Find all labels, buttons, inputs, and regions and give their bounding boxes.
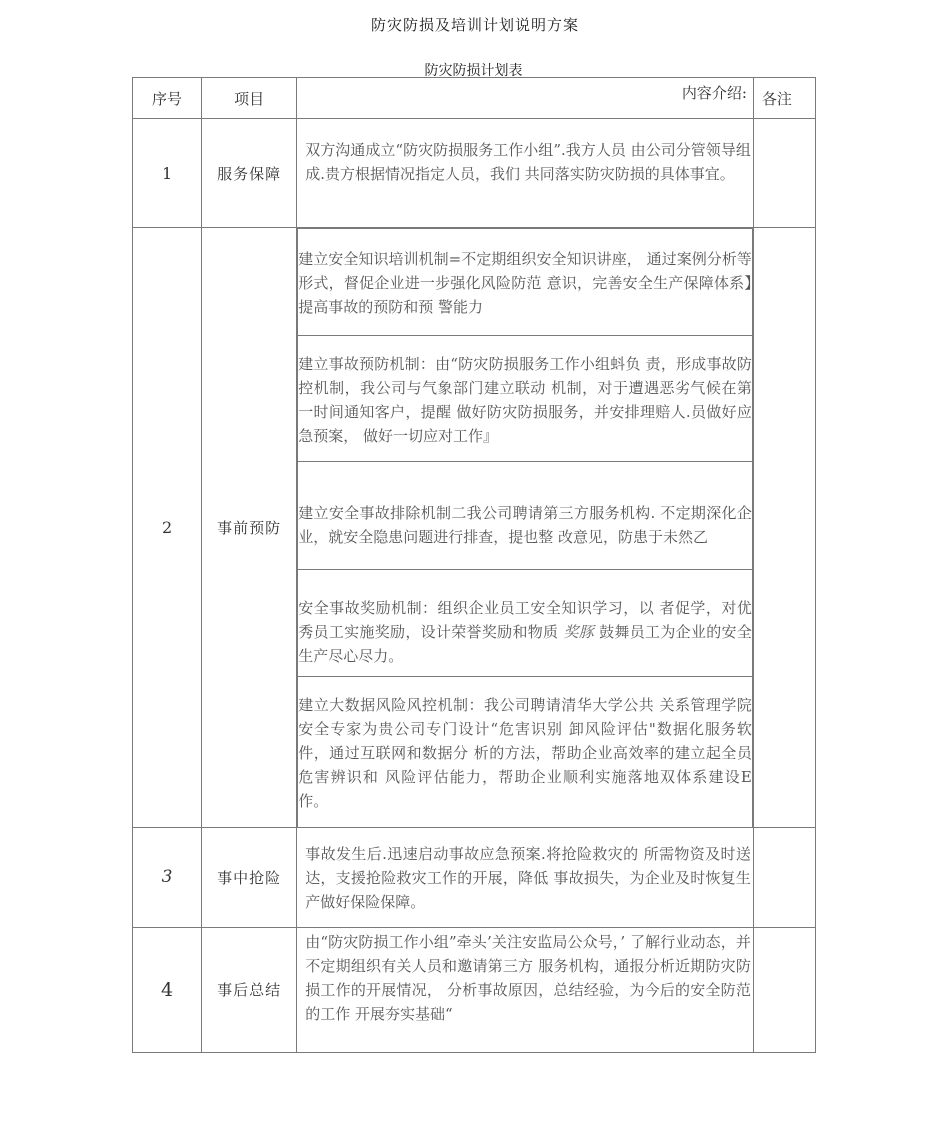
row-note (753, 927, 815, 1052)
table-row (133, 827, 816, 927)
row-content-text: 由“防灾防损工作小组”牵头’关注安监局公众号，’ 了解行业动态，并不定期组织有关人员和邀请第三方 服务机构，通报分析近期防灾防损工作的开展情况， 分析事故原因，总结经验，为今后的安全防范的工作 开展夯实基础“ (305, 932, 751, 1023)
header-item: 项目 (202, 78, 297, 119)
plan-table (132, 77, 816, 1053)
row-note (753, 119, 815, 228)
document-title: 防灾防损及培训计划说明方案 (370, 16, 579, 34)
row-content (297, 119, 754, 228)
header-note: 各注 (753, 78, 815, 119)
section-big-data: 建立大数据风险风控机制：我公司聘请清华大学公共 关系管理学院安全专家为贵公司专门设计“危害识别 卸风险评估"数据化服务软件，通过互联网和数据分 析的方法，帮助企业高效率的建立起全员危害辨识和 风险评估能力，帮助企业顺利实施落地双体系建设E 作。 (298, 677, 753, 827)
table-row (133, 228, 816, 828)
prevention-sections (297, 228, 753, 827)
row-note (753, 827, 815, 927)
section-reward: 安全事故奖励机制：组织企业员工安全知识学习，以 者促学，对优秀员工实施奖励，设计荣誉奖励和物质 奖豚 鼓舞员工为企业的安全生产尽心尽力。 (298, 570, 753, 677)
section-training: 建立安全知识培训机制=不定期组织安全知识讲座， 通过案例分析等形式，督促企业进一步强化风险防范 意识，完善安全生产保障体系】提高事故的预防和预 警能力 (298, 229, 753, 336)
row-num: 1 (133, 119, 202, 228)
header-content: 内容介绍: (297, 78, 754, 119)
section-accident-prevention: 建立事故预防机制：由“防灾防损服务工作小组蚪负 责，形成事故防控机制，我公司与气象部门建立联动 机制，对于遭遇恶劣气候在第一时间通知客户，提醒 做好防灾防损服务，并安排理赔人.员做好应急预案， 做好一切应对工作』 (298, 336, 753, 462)
row-num: 4 (133, 927, 202, 1052)
row-note (753, 228, 815, 828)
handwritten-word: 奖豚 (563, 623, 595, 641)
row-num: 2 (133, 228, 202, 828)
row-content-text: 事故发生后.迅速启动事故应急预案.将抢险救灾的 所需物资及时送达，支援抢险救灾工作的开展，降低 事故损失，为企业及时恢复生产做好保险保障。 (305, 844, 751, 911)
table-header-row (133, 78, 816, 119)
row-num: 3 (133, 827, 202, 927)
row-item: 事前预防 (202, 228, 297, 828)
row-content-text: 双方沟通成立“防灾防损服务工作小组”.我方人员 由公司分管领导组成.贵方根据情况指定人员，我们 共同落实防灾防损的具体事宜。 (305, 141, 751, 183)
table-row (133, 927, 816, 1052)
section-hazard-elimination: 建立安全事故排除机制二我公司聘请第三方服务机构. 不定期深化企业，就安全隐患问题进行排查，提也整 改意见，防患于未然乙 (298, 462, 753, 570)
row-content (297, 228, 754, 828)
row-item: 事中抢险 (202, 827, 297, 927)
header-num: 序号 (133, 78, 202, 119)
table-row (133, 119, 816, 228)
row-item: 事后总结 (202, 927, 297, 1052)
row-content (297, 827, 754, 927)
table-caption: 防灾防损计划表 (424, 63, 523, 79)
row-item: 服务保障 (202, 119, 297, 228)
row-content (297, 927, 754, 1052)
